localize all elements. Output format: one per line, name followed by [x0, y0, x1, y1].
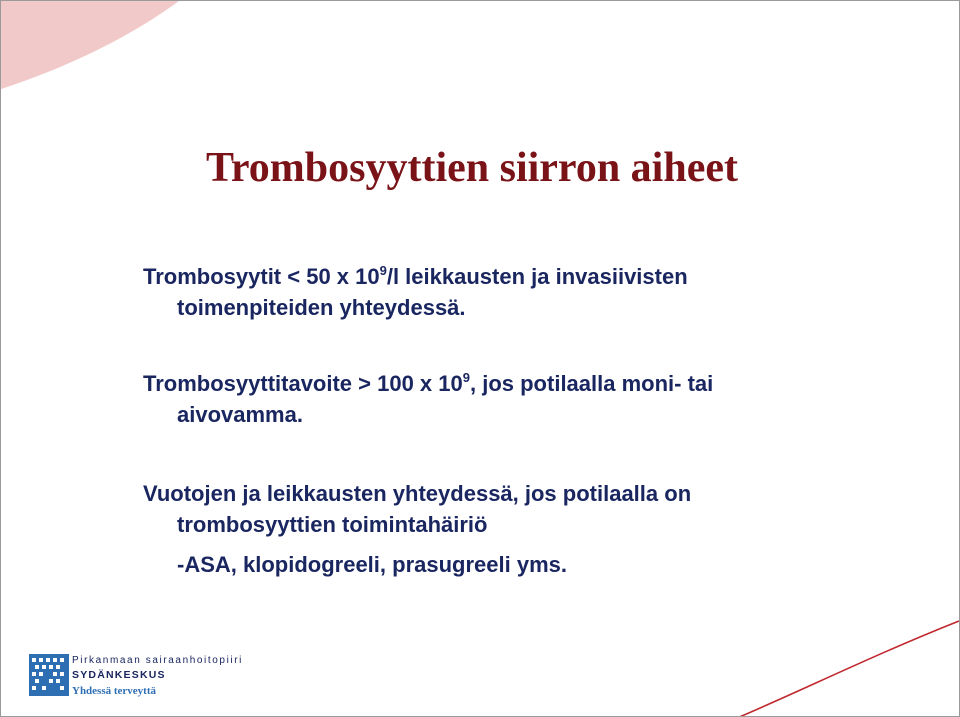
footer-logo [29, 654, 243, 704]
bullet-2 [143, 368, 713, 430]
bullet-3-sub-line: -ASA, klopidogreeli, prasugreeli yms. [177, 552, 567, 577]
organization-name: Pirkanmaan sairaanhoitopiiri [72, 655, 243, 666]
bullet-3-line-2: trombosyyttien toimintahäiriö [177, 512, 488, 537]
bullet-1-line-1: Trombosyytit < 50 x $10^9/l$ leikkausten ja invasiivisten [143, 262, 688, 289]
organization-slogan: Yhdessä terveyttä [72, 685, 157, 697]
hospital-district-logo-icon [29, 654, 69, 696]
slide-decoration [1, 1, 960, 717]
bullet-1 [143, 261, 688, 323]
corner-swoosh-shape [1, 1, 179, 89]
bullet-2-line-2: aivovamma. [177, 402, 303, 427]
bottom-swoosh-line [737, 621, 959, 717]
slide-title: Trombosyyttien siirron aiheet [206, 145, 738, 191]
bullet-2-line-1: Trombosyyttitavoite > 100 x $10^9$, jos potilaalla moni- tai [143, 369, 714, 396]
bullet-3-line-1: Vuotojen ja leikkausten yhteydessä, jos potilaalla on [143, 481, 692, 506]
organization-unit: SYDÄNKESKUS [72, 669, 166, 681]
bullet-3 [143, 478, 691, 580]
footer-logo-text [72, 654, 243, 698]
bullet-1-line-2: toimenpiteiden yhteydessä. [177, 295, 466, 320]
